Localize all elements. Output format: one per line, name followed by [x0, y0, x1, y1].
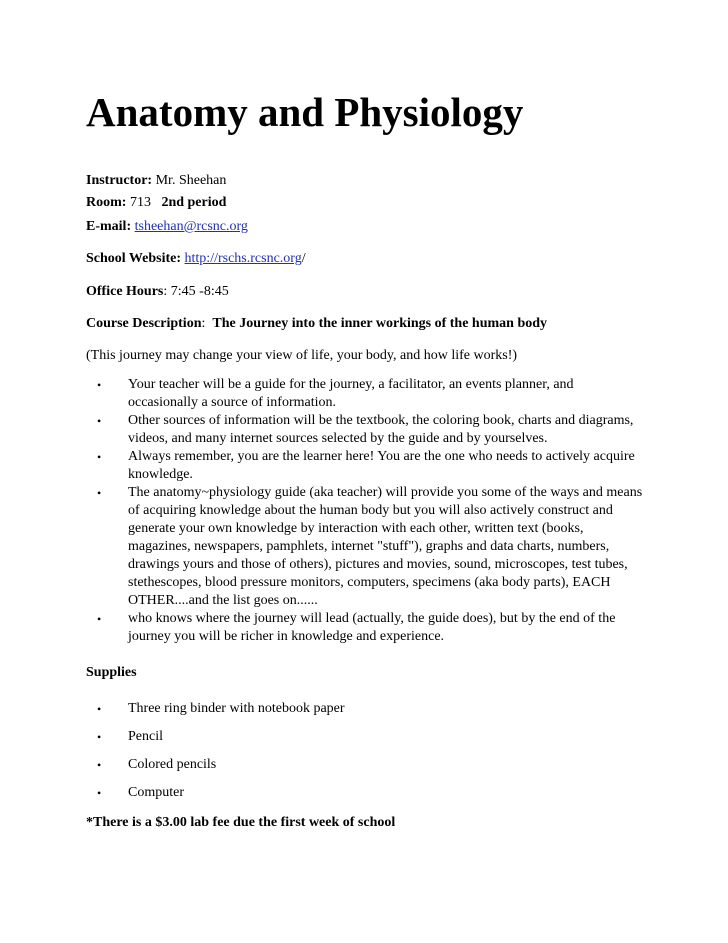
list-item: • Your teacher will be a guide for the journey, a facilitator, an events planner, and occasionally a source of information.: [97, 377, 574, 410]
website-line: [86, 250, 306, 268]
course-description-sep: :: [201, 316, 213, 331]
list-item: • The anatomy~physiology guide (aka teacher) will provide you some of the ways and means of acquiring knowledge about the human body but you will also actively construct and generate your own knowledge by interaction with each other, written text (books, magazines, newspapers, pamphlets, internet "stuff"), graphs and data charts, numbers, drawings yours and those of others), pictures and movies, sound, microscopes, test tubes, stethescopes, blood pressure monitors, computers, specimens (aka body parts), EACH OTHER....and the list goes on......: [97, 485, 643, 608]
office-hours-line: [86, 283, 229, 301]
bullet-icon: •: [97, 758, 102, 772]
list-item: • Three ring binder with notebook paper: [97, 701, 345, 716]
bullet-icon: •: [97, 702, 102, 716]
room-line: [86, 194, 226, 212]
bullet-icon: •: [97, 378, 102, 392]
email-link[interactable]: tsheehan@rcsnc.org: [134, 219, 248, 234]
instructor-value: Mr. Sheehan: [152, 173, 227, 188]
office-hours-value: : 7:45 -8:45: [163, 284, 229, 299]
list-item: • Computer: [97, 785, 184, 800]
room-period: 2nd period: [161, 195, 227, 210]
website-suffix: /: [301, 251, 306, 266]
bullet-icon: •: [97, 612, 102, 626]
website-link[interactable]: http://rschs.rcsnc.org: [184, 251, 302, 266]
course-description-line: [86, 315, 547, 333]
instructor-label: Instructor:: [86, 173, 153, 188]
list-item: • Always remember, you are the learner here! You are the one who needs to actively acquire knowledge.: [97, 449, 635, 482]
email-label: E-mail:: [86, 219, 132, 234]
intro-line: (This journey may change your view of life, your body, and how life works!): [86, 348, 518, 363]
page-title: Anatomy and Physiology: [86, 89, 524, 135]
list-item: • Pencil: [97, 729, 163, 744]
lab-fee-note: *There is a $3.00 lab fee due the first week of school: [86, 815, 396, 830]
bullet-icon: •: [97, 450, 102, 464]
list-item: • who knows where the journey will lead (actually, the guide does), but by the end of the journey you will be richer in knowledge and experience.: [97, 611, 616, 644]
email-line: [86, 218, 248, 236]
bullet-icon: •: [97, 786, 102, 800]
bullet-icon: •: [97, 414, 102, 428]
bullet-icon: •: [97, 730, 102, 744]
supplies-list: [86, 700, 345, 812]
website-label: School Website:: [86, 251, 182, 266]
course-description-label: Course Description: [86, 316, 202, 331]
list-item: • Other sources of information will be the textbook, the coloring book, charts and diagrams, videos, and many internet sources selected by the guide and by yourselves.: [97, 413, 634, 446]
supplies-heading: Supplies: [86, 665, 137, 680]
room-value: 713: [126, 195, 162, 210]
office-hours-label: Office Hours: [86, 284, 164, 299]
room-label: Room:: [86, 195, 127, 210]
journey-list: [86, 376, 646, 646]
bullet-icon: •: [97, 486, 102, 500]
instructor-line: [86, 172, 226, 190]
course-description-value: The Journey into the inner workings of the human body: [212, 316, 548, 331]
list-item: • Colored pencils: [97, 757, 217, 772]
